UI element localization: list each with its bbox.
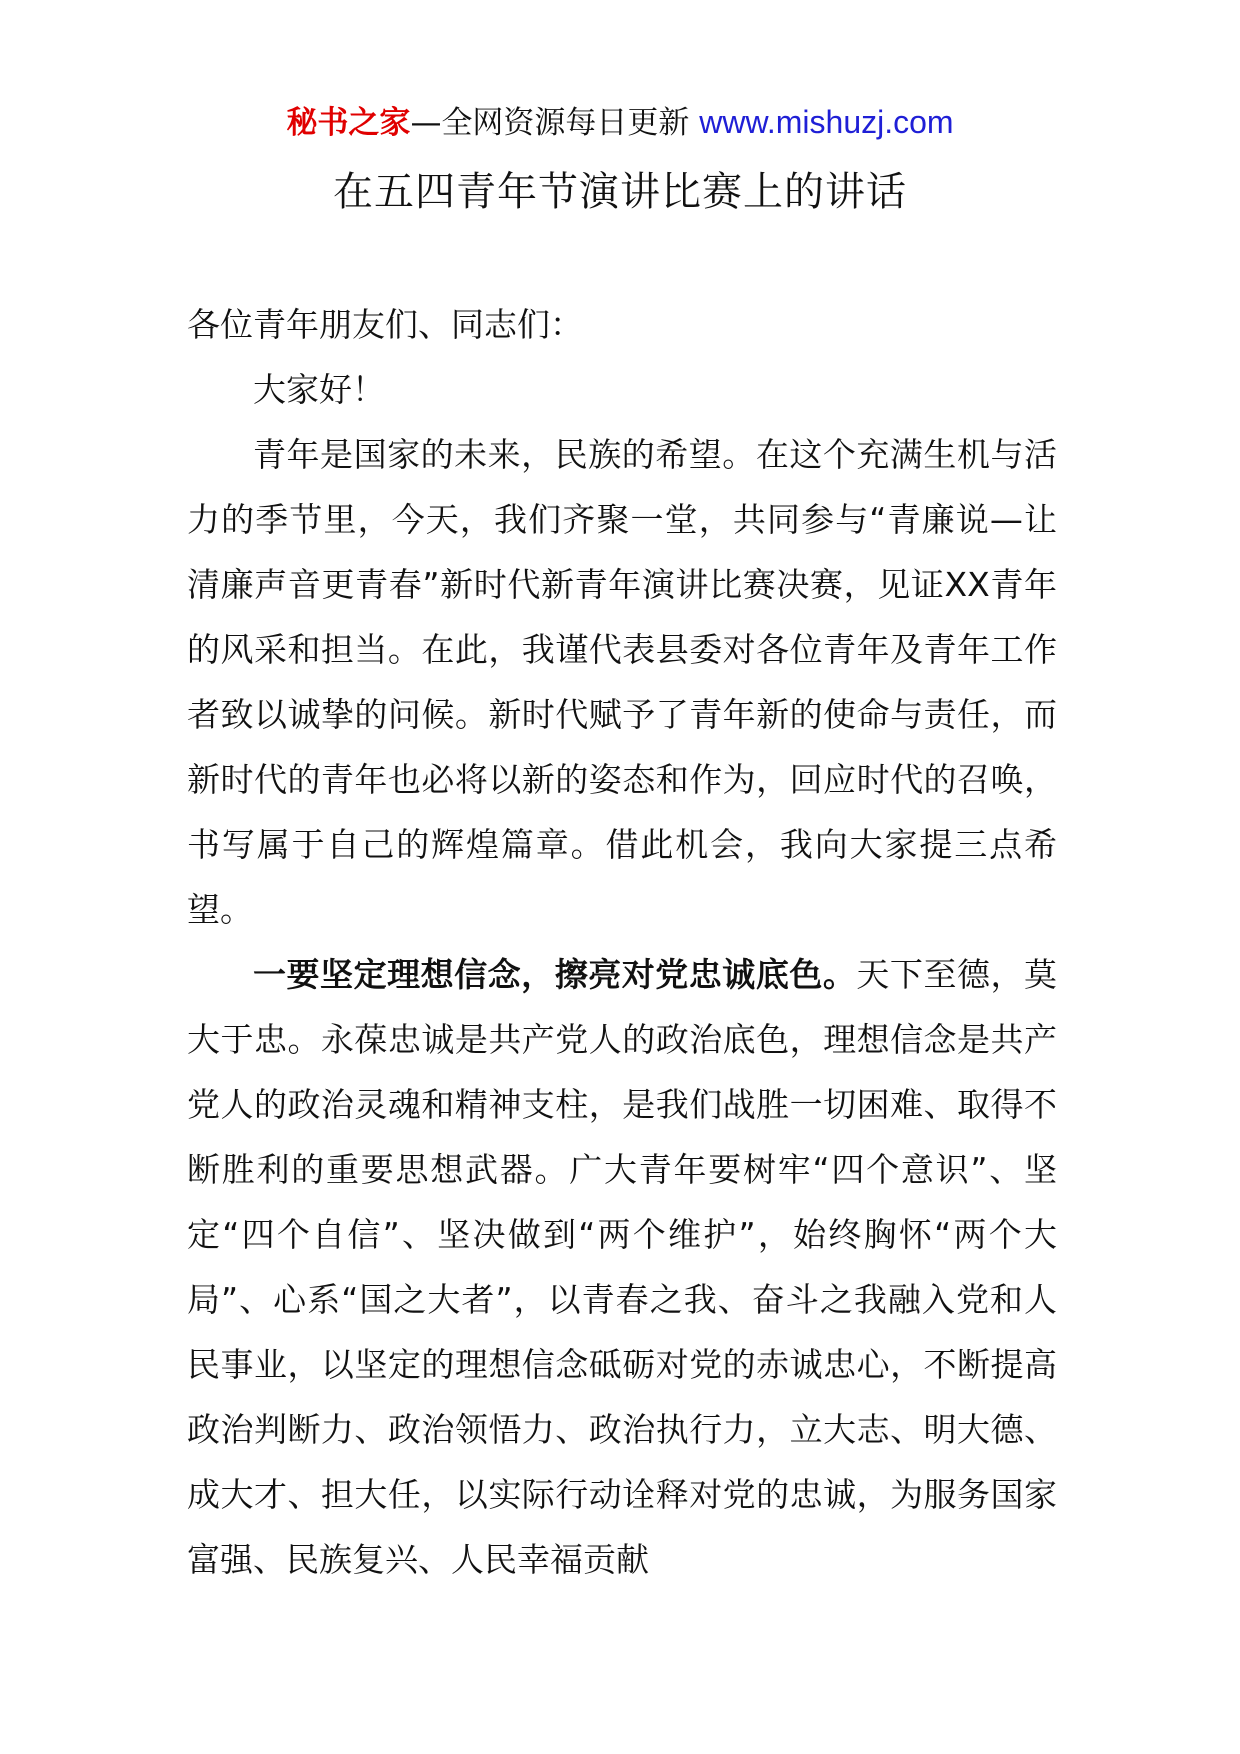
- point-one-heading: 一要坚定理想信念，擦亮对党忠诚底色。: [253, 955, 857, 994]
- document-title: 在五四青年节演讲比赛上的讲话: [333, 169, 907, 215]
- greeting: 大家好！: [253, 370, 385, 409]
- point-one-text: 天下至德，莫大于忠。永葆忠诚是共产党人的政治底色，理想信念是共产党人的政治灵魂和精神支柱，是我们战胜一切困难、取得不断胜利的重要思想武器。广大青年要树牢“四个意识”、坚定“四个自信”、坚决做到“两个维护”，始终胸怀“两个大局”、心系“国之大者”，以青春之我、奋斗之我融入党和人民事业，以坚定的理想信念砥砺对党的赤诚忠心，不断提高政治判断力、政治领悟力、政治执行力，立大志、明大德、成大才、担大任，以实际行动诠释对党的忠诚，为服务国家富强、民族复兴、人民幸福贡献: [187, 955, 1058, 1579]
- document-body: [187, 292, 1057, 1592]
- site-header: [0, 100, 1240, 145]
- header-tagline: —全网资源每日更新: [410, 105, 700, 141]
- paragraph-intro: 青年是国家的未来，民族的希望。在这个充满生机与活力的季节里，今天，我们齐聚一堂，共同参与“青廉说—让清廉声音更青春”新时代新青年演讲比赛决赛，见证XX青年的风采和担当。在此，我谨代表县委对各位青年及青年工作者致以诚挚的问候。新时代赋予了青年新的使命与责任，而新时代的青年也必将以新的姿态和作为，回应时代的召唤，书写属于自己的辉煌篇章。借此机会，我向大家提三点希望。: [187, 435, 1057, 929]
- paragraph-point-one: [187, 942, 1057, 1592]
- site-url-link[interactable]: www.mishuzj.com: [699, 104, 954, 140]
- salutation: 各位青年朋友们、同志们：: [187, 305, 583, 344]
- brand-name: 秘书之家: [286, 105, 411, 141]
